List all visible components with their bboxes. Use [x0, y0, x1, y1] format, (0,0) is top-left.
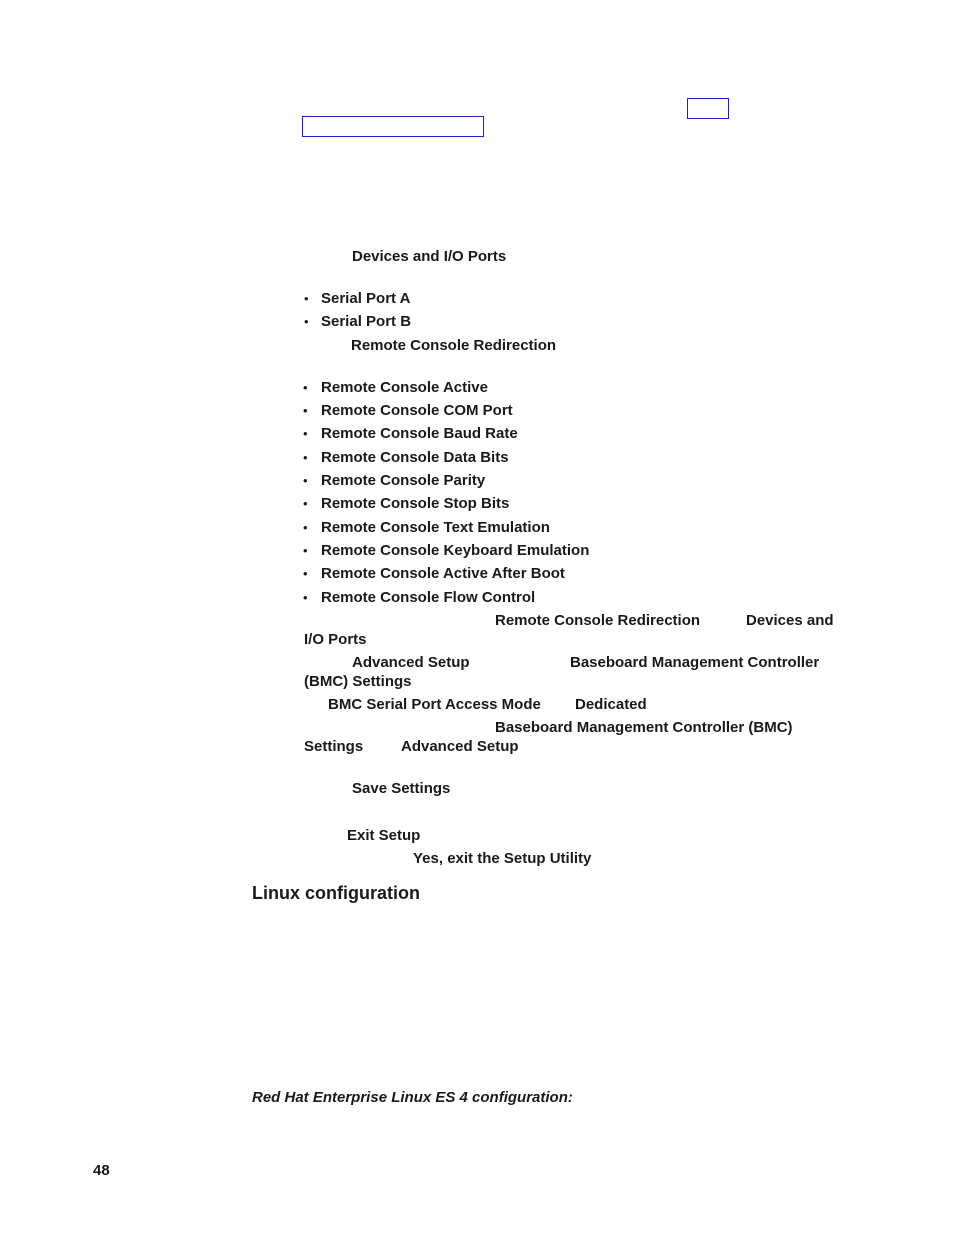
cross-reference-link[interactable]: [687, 98, 729, 119]
bullet-icon: •: [303, 590, 308, 605]
list-item: Serial Port B: [321, 313, 412, 330]
bullet-icon: •: [304, 291, 309, 306]
menu-remote-console-redirection: Remote Console Redirection: [351, 337, 557, 354]
section-link[interactable]: [302, 116, 484, 137]
list-item: Remote Console Stop Bits: [321, 495, 510, 512]
ref-exit-setup: Exit Setup: [347, 827, 421, 844]
ref-advanced-setup-2: Advanced Setup: [401, 738, 519, 755]
section-heading-linux: Linux configuration: [252, 883, 420, 903]
bullet-icon: •: [303, 403, 308, 418]
ref-bmc-full: Baseboard Management Controller (BMC): [495, 719, 793, 736]
list-item: Remote Console Flow Control: [321, 589, 536, 606]
ref-bmc-controller: Baseboard Management Controller: [570, 654, 820, 671]
list-item: Remote Console Active: [321, 379, 488, 396]
bullet-icon: •: [303, 450, 308, 465]
ref-settings: Settings: [304, 738, 364, 755]
bullet-icon: •: [303, 496, 308, 511]
ref-save-settings: Save Settings: [352, 780, 451, 797]
ref-bmc-settings: (BMC) Settings: [304, 673, 412, 690]
bullet-icon: •: [303, 380, 308, 395]
list-item: Remote Console Active After Boot: [321, 565, 565, 582]
ref-bmc-serial-port-access-mode: BMC Serial Port Access Mode: [328, 696, 541, 713]
bullet-icon: •: [303, 426, 308, 441]
ref-dedicated: Dedicated: [575, 696, 647, 713]
list-item: Serial Port A: [321, 290, 411, 307]
list-item: Remote Console COM Port: [321, 402, 513, 419]
page-number: 48: [93, 1162, 110, 1179]
ref-devices-and: Devices and: [746, 612, 834, 629]
bullet-icon: •: [303, 543, 308, 558]
rhel-label: Red Hat Enterprise Linux ES 4 configuration:: [252, 1089, 573, 1106]
ref-remote-console-redirection: Remote Console Redirection: [495, 612, 701, 629]
list-item: Remote Console Data Bits: [321, 449, 509, 466]
bullet-icon: •: [303, 566, 308, 581]
ref-yes-exit: Yes, exit the Setup Utility: [413, 850, 592, 867]
list-item: Remote Console Text Emulation: [321, 519, 550, 536]
bullet-icon: •: [303, 473, 308, 488]
menu-devices-io-ports: Devices and I/O Ports: [352, 248, 507, 265]
bullet-icon: •: [303, 520, 308, 535]
list-item: Remote Console Parity: [321, 472, 486, 489]
ref-advanced-setup: Advanced Setup: [352, 654, 470, 671]
list-item: Remote Console Baud Rate: [321, 425, 518, 442]
list-item: Remote Console Keyboard Emulation: [321, 542, 590, 559]
bullet-icon: •: [304, 314, 309, 329]
ref-io-ports: I/O Ports: [304, 631, 367, 648]
